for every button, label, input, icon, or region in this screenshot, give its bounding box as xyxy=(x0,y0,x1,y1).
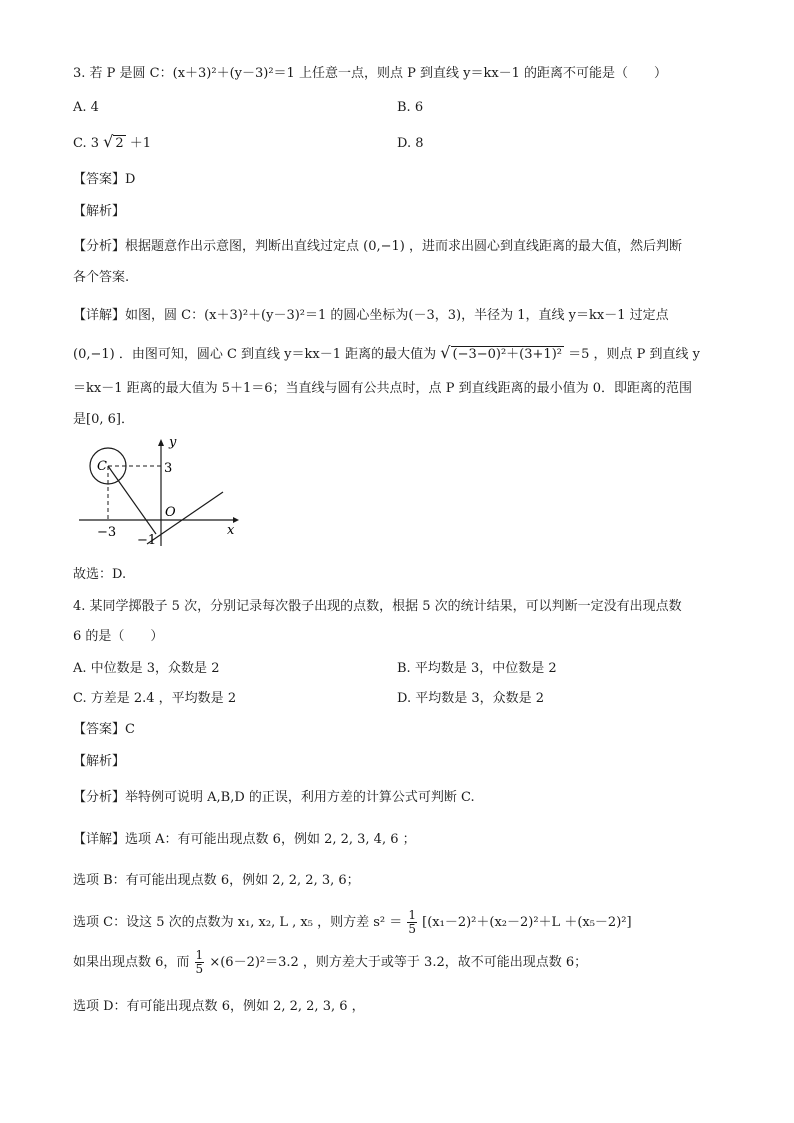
q3-answer xyxy=(73,170,135,190)
q3-detail-line4: 是[0, 6]． xyxy=(73,412,134,427)
q4-stem: 4. 某同学掷骰子 5 次，分别记录每次骰子出现的点数，根据 5 次的统计结果，可以判断一定没有出现点数 xyxy=(73,599,682,614)
fenxi-text: 根据题意作出示意图，判断出直线过定点 (0,−1) ，进而求出圆心到直线距离的最大值，然后判断 xyxy=(125,239,682,254)
detail-c1-tail: [(x₁－2)²＋(x₂－2)²＋L ＋(x₅－2)²] xyxy=(422,915,632,930)
q3-detail-line2 xyxy=(73,343,700,365)
q3-option-c xyxy=(73,132,151,154)
fenxi-text: 举特例可说明 A,B,D 的正误，利用方差的计算公式可判断 C. xyxy=(125,790,475,805)
q4-detail-c1 xyxy=(73,908,632,938)
xiangjie-tag: 【详解】 xyxy=(73,308,126,323)
fraction-one-fifth xyxy=(195,949,205,976)
q4-fenxi xyxy=(73,788,475,808)
answer-value: D xyxy=(125,172,136,187)
distance-radicand: (−3−0)²＋(3+1)² xyxy=(452,347,562,362)
tick-3: 3 xyxy=(164,461,173,476)
line-kx-minus-1 xyxy=(147,492,223,544)
q3-option-c-suffix: ＋1 xyxy=(129,136,152,151)
fenxi-tag: 【分析】 xyxy=(73,239,126,254)
q3-option-c-radicand: 2 xyxy=(115,136,124,151)
fraction-one-fifth xyxy=(407,909,417,936)
q3-option-c-prefix: C. 3 xyxy=(73,136,100,151)
tick-neg1: −1 xyxy=(137,533,157,548)
detail-text-2c: ＝5 ，则点 P 到直线 y xyxy=(568,347,701,362)
q3-figure xyxy=(73,434,245,552)
q4-detail-c2 xyxy=(73,948,587,978)
detail-c1-text: 选项 C：设这 5 次的点数为 x₁, x₂, L , x₅ ，则方差 s² ＝ xyxy=(73,915,403,930)
xiangjie-tag: 【详解】 xyxy=(73,832,126,847)
detail-c2-tail: ×(6－2)²＝3.2 ，则方差大于或等于 3.2，故不可能出现点数 6； xyxy=(209,955,588,970)
sqrt-sign: √ xyxy=(103,132,114,151)
frac-num: 1 xyxy=(195,948,204,962)
q4-option-d: D. 平均数是 3，众数是 2 xyxy=(397,691,545,706)
q4-option-b: B. 平均数是 3，中位数是 2 xyxy=(397,661,557,676)
frac-num: 1 xyxy=(408,908,416,922)
q3-option-b: B. 6 xyxy=(397,100,424,115)
label-o: O xyxy=(165,505,176,520)
q3-fenxi xyxy=(73,237,682,257)
q3-option-d: D. 8 xyxy=(397,136,424,151)
detail-text: 如图，圆 C：(x＋3)²＋(y－3)²＝1 的圆心坐标为(－3，3)，半径为 1，直线 y＝kx－1 过定点 xyxy=(125,308,669,323)
answer-tag: 【答案】 xyxy=(73,722,126,737)
q4-detail-a xyxy=(73,830,416,850)
q4-detail-d: 选项 D：有可能出现点数 6，例如 2, 2, 2, 3, 6 ， xyxy=(73,999,365,1014)
label-y: y xyxy=(169,435,177,450)
detail-c2-pre: 如果出现点数 6，而 xyxy=(73,955,190,970)
detail-text-2a: (0,−1) ．由图可知，圆心 C 到直线 y＝kx－1 距离的最大值为 xyxy=(73,347,437,362)
answer-tag: 【答案】 xyxy=(73,172,126,187)
q3-fenxi-line2: 各个答案. xyxy=(73,270,130,285)
q4-option-c: C. 方差是 2.4 ，平均数是 2 xyxy=(73,691,237,706)
detail-text: 选项 A：有可能出现点数 6，例如 2, 2, 3, 4, 6 ； xyxy=(125,832,416,847)
tick-neg3: −3 xyxy=(97,525,117,540)
q3-stem: 3. 若 P 是圆 C：(x＋3)²＋(y－3)²＝1 上任意一点，则点 P 到直线 y＝kx－1 的距离不可能是（ ） xyxy=(73,66,668,81)
q3-detail-line3: ＝kx－1 距离的最大值为 5＋1＝6；当直线与圆有公共点时，点 P 到直线距离的最小值为 0．即距离的范围 xyxy=(73,381,692,396)
fenxi-tag: 【分析】 xyxy=(73,790,126,805)
frac-den: 5 xyxy=(408,922,416,936)
answer-value: C xyxy=(125,722,135,737)
q3-option-a: A. 4 xyxy=(73,100,99,115)
sqrt-sign: √ xyxy=(440,343,451,362)
q4-stem-line2: 6 的是（ ） xyxy=(73,629,164,644)
label-x: x xyxy=(227,523,235,538)
q4-option-a: A. 中位数是 3，众数是 2 xyxy=(73,661,220,676)
q3-detail xyxy=(73,306,669,326)
q3-choose: 故选：D. xyxy=(73,567,127,582)
label-c: C xyxy=(97,459,107,474)
center-to-line-segment xyxy=(108,466,156,534)
q4-detail-b: 选项 B：有可能出现点数 6，例如 2, 2, 2, 3, 6； xyxy=(73,873,360,888)
frac-den: 5 xyxy=(195,962,204,976)
q4-analysis-tag: 【解析】 xyxy=(73,754,126,769)
q4-answer xyxy=(73,720,135,740)
y-axis-arrow xyxy=(158,439,164,446)
q3-analysis-tag: 【解析】 xyxy=(73,204,126,219)
